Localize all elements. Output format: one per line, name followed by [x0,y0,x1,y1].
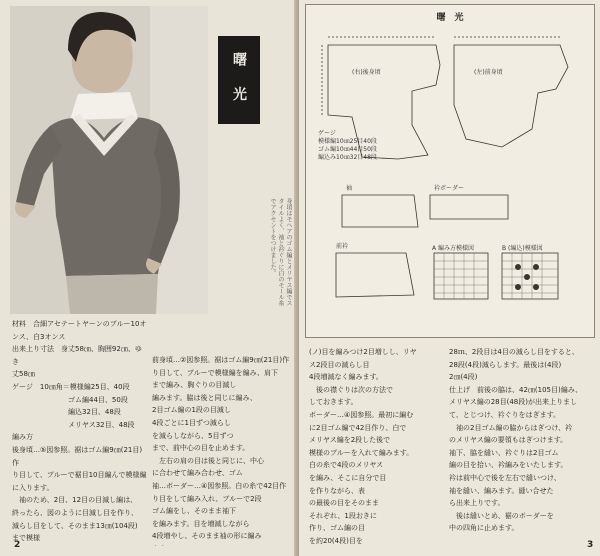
text-line: 丈58㎝ [12,370,35,379]
text-line: 編みます。脇は後と同じに編み、 [152,393,257,402]
text-line: 28段(4段)減らします。最後は(4段) [449,360,562,369]
instructions-column-3 [309,346,443,546]
text-line: り目して、ブルーで裾目10目編んで模様編 [12,471,147,480]
page-number-right: 3 [587,540,594,550]
text-line: しておきます。 [309,398,358,407]
page-number-left: 2 [14,540,21,550]
text-line [12,545,148,546]
model-photo [10,6,208,314]
text-line: 袖…ボーダー…④図参照。白の糸で42目作 [152,481,287,490]
text-line: 袖のため、2目、12目の目減し編は、 [12,496,138,505]
text-line: 袖の2目ゴム編の脇からはぎつけ、衿 [449,423,573,432]
text-line: ゴム編をし、そのまま袖下 [152,507,236,516]
text-line: 仕上げ 前後の脇は、42㎝(105目)編み、 [449,385,583,394]
text-line: 終ったら、図のように目減し目を作り、 [12,508,138,517]
text-line: 4段増やし、そのまま袖の形に編み [152,532,262,541]
label-pattern-b: B (編込)模様図 [502,245,543,252]
text-line: 袖を縫い、編みます。縫い合せた [449,486,554,495]
text-line [152,543,292,546]
text-line: に2目ゴム編で42目作り、白で [309,423,407,432]
pattern-diagram [305,4,595,338]
text-line: 後身頃…⑤図参照。裾はゴム編9㎝(21目)作 [12,445,143,467]
label-front-body: (左)前身頃 [474,69,503,76]
text-line: 模様のブルーを入れて編みます。 [309,448,414,457]
text-line: 白の糸で4段のメリヤス [309,461,384,470]
text-line: まで編み、胸ぐりの目減し [152,381,237,390]
instructions-lines [449,346,589,535]
text-line: ゲージ 10㎝角＝模様編25目、40段 [12,382,130,391]
text-line: 左右の肩の目は後と同じに、中心 [152,456,264,465]
text-line: を編みます。目を増減しながら [152,519,250,528]
text-line: を減らしながら、5目ずつ [152,431,234,440]
text-line: 衿は前中心で後を左右で縫いつけ、 [449,473,561,482]
gauge-title: ゲージ [318,130,336,137]
text-line: 後の襟ぐりは次の方法で [309,385,393,394]
instructions-column-2 [152,354,292,546]
text-line: 前身頃…②図参照。裾はゴム編9㎝(21目)作 [152,356,290,364]
text-line: り目して、ブルーで模様編を編み、肩下 [152,368,278,377]
text-line: メリヤス編を2段した後で [309,436,391,445]
text-line: 減らし目をして、そのまま13㎝(104段) [12,521,138,530]
text-line: 2目ゴム編の1段の目減し [152,406,231,415]
label-sleeve: 袖 [346,185,353,192]
text-line: て、とじつけ、衿ぐりをはぎます。 [449,410,561,419]
diagram-title: 曙 光 [436,13,464,23]
text-line: ス2段目の減らし目 [309,360,370,369]
text-line: 4段増減なく編みます。 [309,373,383,382]
gauge-line: 編込み10㎝32目48段 [318,154,377,161]
text-line: 28ｍ、2段目は4目の減らし目をすると、 [449,348,579,356]
text-line: ら出来上りです。 [449,499,505,508]
text-line: まで模様 [12,534,40,543]
text-line: ゴム編44目、50段 [12,395,128,404]
label-back-body: (右)後身頃 [352,69,381,76]
text-line: 2㎝(4段) [449,373,478,382]
instructions-column-1 [12,318,148,546]
text-line: を編み、そこに自分で目 [309,473,387,482]
text-line: メリヤス32目、48段 [12,420,135,429]
text-line: まで、前中心の目を止めます。 [152,444,250,453]
article-blurb: 身頃はモヘアのゴム編とメリヤス編でスタイルよく、袖と衿ぐりに白のモール糸でアクセントをつけました。 [269,198,292,306]
text-line: の最後の目をそのまま [309,499,379,508]
text-line: を作りながら、表 [309,486,365,495]
text-line: 材料 合細アセテートヤーンのブルー10オ [12,320,147,328]
text-line: 中の四角に止めます。 [449,524,519,533]
text-line: ンス、白3オンス [12,332,66,341]
text-line: 4段ごとに1目ずつ減らし [152,418,231,427]
text-line: それぞれ、1段おきに [309,511,377,520]
text-line: のメリヤス編の要領もはぎつけます。 [449,436,568,445]
model-illustration [10,6,208,314]
text-line: 編の目を拾い、衿編みをいたします。 [449,461,568,470]
instructions-lines [309,346,443,546]
label-collar-border: 衿ボーダー [434,185,465,192]
instructions-lines [12,318,148,546]
label-front-collar: 前衿 [336,243,349,250]
text-line: り目をして編み入れ、ブルーで2段 [152,494,262,503]
text-line: ボーダー…④図参照。最初に編む [309,410,414,419]
text-line: (ノ)目を編みつけ2目増しし、リヤ [309,348,417,356]
gauge-line: ゴム編10㎝44目50段 [318,146,377,153]
right-page [299,0,600,556]
text-line: 後は縫いとめ、裾のボーダーを [449,511,554,520]
instructions-column-4 [449,346,589,546]
label-pattern-a: A 編み方模様図 [432,245,475,252]
text-line: 編み方 [12,433,33,442]
text-line: に合わせて編み合わせ、ゴム [152,469,243,478]
text-line: を約20(4段)目を [309,536,363,545]
article-title: 曙 光 [218,36,260,124]
instructions-lines [152,354,292,546]
text-line: 編込32目、48段 [12,408,121,417]
text-line: 出来上り寸法 身丈58㎝、胸囲92㎝、ゆき [12,345,142,366]
text-line: 袖下、脇を縫い、衿ぐりは2目ゴム [449,448,559,457]
gauge-legend [318,130,377,162]
text-line: メリヤス編の28目(48段)が出来上りまし [449,398,577,407]
text-line: に入ります。 [12,483,54,492]
left-page [0,0,297,556]
gauge-line: 模様編10㎝25目40段 [318,138,377,145]
schematic-drawing [306,5,594,337]
text-line: 作り、ゴム編の目 [309,524,365,533]
